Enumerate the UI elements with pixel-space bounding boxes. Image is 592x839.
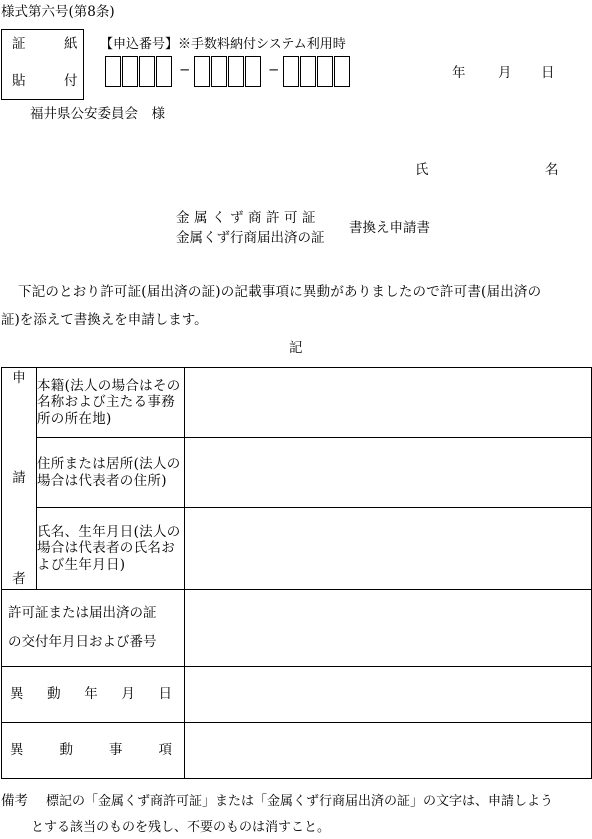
row-label-change-date [2, 667, 185, 723]
digit-box[interactable] [156, 56, 172, 87]
form-number: 様式第六号(第8条) [1, 4, 115, 20]
table-row [2, 368, 592, 438]
value-cell-name-birthdate[interactable] [185, 508, 592, 590]
digit-box[interactable] [283, 56, 299, 87]
value-cell-honseki[interactable] [185, 368, 592, 438]
digit-box[interactable] [245, 56, 261, 87]
row-label-change-item [2, 723, 185, 779]
table-row [2, 723, 592, 779]
digit-box[interactable] [139, 56, 155, 87]
title-suffix: 書換え申請書 [349, 220, 430, 236]
stamp-label-char: 証 [12, 36, 26, 52]
date-year-label: 年 [452, 65, 466, 81]
digit-box[interactable] [228, 56, 244, 87]
digit-box[interactable] [334, 56, 350, 87]
table-row [2, 667, 592, 723]
revenue-stamp-box [1, 29, 84, 100]
applicant-name-label: 氏 [415, 162, 429, 178]
addressee: 福井県公安委員会 様 [30, 106, 165, 122]
title-option-peddler: 金属くず行商届出済の証 [176, 230, 325, 246]
label-char: 動 [47, 686, 61, 703]
label-char: 年 [84, 686, 98, 703]
applicant-name-label: 名 [545, 162, 559, 178]
label-char: 異 [10, 742, 24, 759]
stamp-label-char: 紙 [64, 36, 78, 52]
label-char: 異 [10, 686, 24, 703]
application-number-label: 【申込番号】※手数料納付システム利用時 [100, 37, 346, 52]
row-label-address: 住所または居所(法人の場合は代表者の住所) [37, 438, 185, 508]
label-char: 項 [158, 742, 172, 759]
applicant-char: 者 [12, 570, 26, 587]
remarks-line: 標記の「金属くず商許可証」または「金属くず行商届出済の証」の文字は、申請しよう [46, 794, 554, 809]
row-label-license [2, 590, 185, 667]
value-cell-change-item[interactable] [185, 723, 592, 779]
applicant-char: 請 [12, 470, 26, 487]
digit-box[interactable] [317, 56, 333, 87]
digit-box[interactable] [211, 56, 227, 87]
remarks-line: とする該当のものを残し、不要のものは消すこと。 [31, 820, 331, 835]
stamp-label-char: 付 [64, 73, 78, 89]
value-cell-change-date[interactable] [185, 667, 592, 723]
value-cell-address[interactable] [185, 438, 592, 508]
dash: − [268, 62, 280, 78]
remarks-label: 備考 [1, 793, 28, 809]
label-char: 日 [158, 686, 172, 703]
applicant-char: 申 [12, 370, 26, 387]
table-row [2, 508, 592, 590]
label-char: 動 [59, 742, 73, 759]
license-label-line: の交付年月日および番号 [8, 634, 157, 650]
value-cell-license[interactable] [185, 590, 592, 667]
ki-heading: 記 [289, 340, 303, 356]
body-text-line: 下記のとおり許可証(届出済の証)の記載事項に異動がありましたので許可書(届出済の [18, 284, 542, 300]
table-row [2, 590, 592, 667]
body-text-line: 証)を添えて書換えを申請します。 [1, 312, 208, 328]
title-option-license: 金属くず商許可証 [176, 210, 320, 226]
dash: − [179, 62, 191, 78]
stamp-label-char: 貼 [12, 73, 26, 89]
row-label-honseki: 本籍(法人の場合はその名称および主たる事務所の所在地) [37, 368, 185, 438]
digit-box[interactable] [105, 56, 121, 87]
application-table [1, 367, 592, 779]
license-label-line: 許可証または届出済の証 [8, 604, 157, 621]
label-char: 月 [121, 686, 135, 703]
digit-box[interactable] [194, 56, 210, 87]
label-char: 事 [109, 742, 123, 759]
date-day-label: 日 [541, 65, 555, 81]
table-row [2, 438, 592, 508]
applicant-column [2, 368, 37, 590]
digit-box[interactable] [300, 56, 316, 87]
date-month-label: 月 [498, 65, 512, 81]
digit-box[interactable] [122, 56, 138, 87]
row-label-name-birthdate: 氏名、生年月日(法人の場合は代表者の氏名および生年月日) [37, 508, 185, 590]
